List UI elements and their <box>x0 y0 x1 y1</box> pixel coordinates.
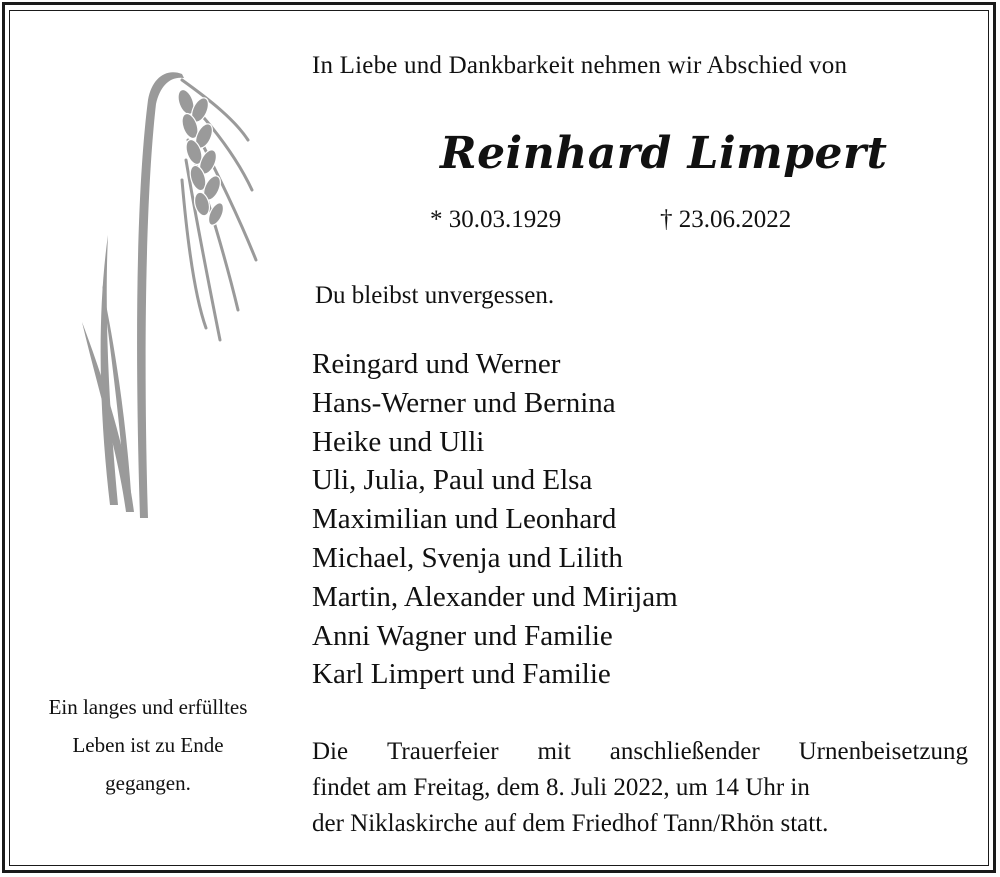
service-word: Trauerfeier <box>387 738 499 765</box>
death-date: † 23.06.2022 <box>660 206 792 233</box>
mourner-line: Heike und Ulli <box>312 425 485 458</box>
mourner-line: Anni Wagner und Familie <box>312 619 613 652</box>
service-line-3: der Niklaskirche auf dem Friedhof Tann/Rhön statt. <box>312 810 829 837</box>
service-line-1 <box>312 734 968 770</box>
mourner-line: Hans-Werner und Bernina <box>312 386 616 419</box>
mourner-line: Michael, Svenja und Lilith <box>312 541 623 574</box>
epitaph <box>20 688 276 802</box>
birth-date: * 30.03.1929 <box>430 206 562 233</box>
mourner-line: Reingard und Werner <box>312 348 561 380</box>
service-word: mit <box>537 738 571 765</box>
motto-text: Du bleibst unvergessen. <box>315 282 555 309</box>
epitaph-line: Leben ist zu Ende <box>72 733 224 757</box>
mourner-line: Martin, Alexander und Mirijam <box>312 580 678 613</box>
mourner-line: Uli, Julia, Paul und Elsa <box>312 464 593 497</box>
service-word: Urnenbeisetzung <box>798 738 968 765</box>
deceased-name: Reinhard Limpert <box>440 128 888 179</box>
wheat-ear-icon <box>70 60 270 530</box>
service-line-2: findet am Freitag, dem 8. Juli 2022, um 14 Uhr in <box>312 774 810 801</box>
epitaph-line: Ein langes und erfülltes <box>48 695 248 719</box>
mourner-line: Karl Limpert und Familie <box>312 658 611 691</box>
service-word: anschließender <box>609 738 760 765</box>
service-word: Die <box>312 738 349 765</box>
service-info <box>312 734 968 842</box>
intro-text: In Liebe und Dankbarkeit nehmen wir Abschied von <box>312 52 848 79</box>
mourners-list <box>312 345 678 694</box>
epitaph-line: gegangen. <box>105 771 191 795</box>
mourner-line: Maximilian und Leonhard <box>312 503 617 536</box>
